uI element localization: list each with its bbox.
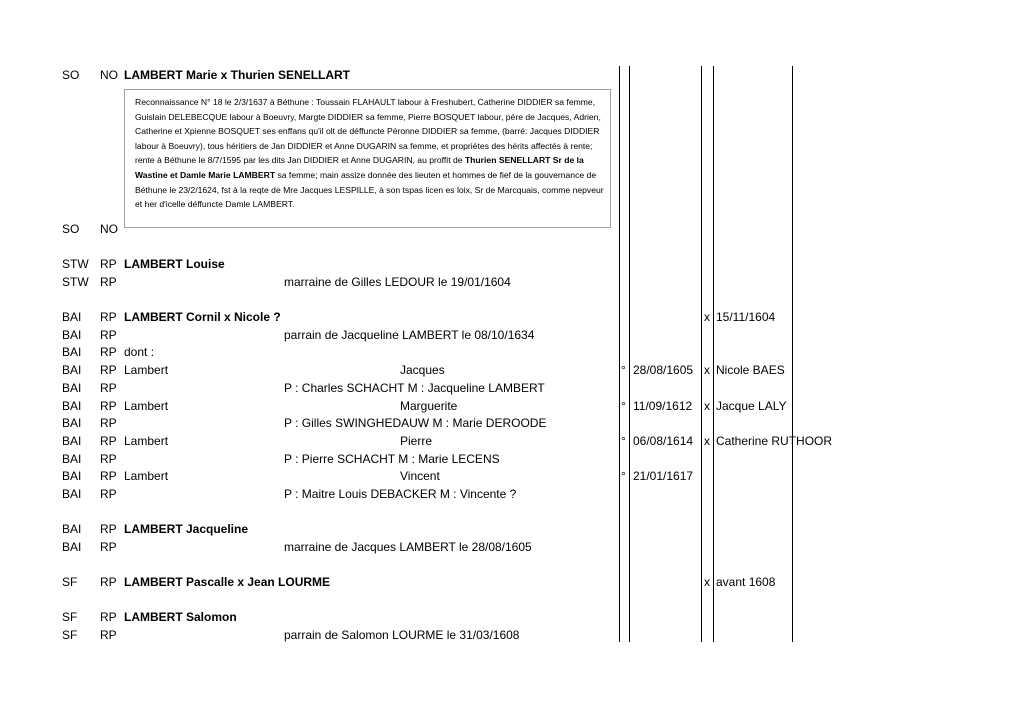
region-code: SO xyxy=(62,68,80,82)
marriage-info: Jacque LALY xyxy=(716,399,787,413)
source-code: RP xyxy=(100,399,117,413)
person-name: Lambert xyxy=(124,399,169,413)
birth-date: 11/09/1612 xyxy=(633,399,693,413)
note-text: Reconnaissance N° 18 le 2/3/1637 à Béthune : Toussain FLAHAULT labour à Freshubert, Catherine DIDDIER sa femme, Guislain DELEBECQUE labour à Boeuvry, Margte DIDDIER sa femme, Pierre BOSQUET labour, pére de Jacques, Adrien, Catherine et Xpienne BOSQUET ses enffans qu'il olt de déffuncte Péronne DIDDIER sa femme, (barré: Jacques DIDDIER labour à Boeuvry), tous héritiers de Jan DIDDIER et Anne DUGARIN sa femme, et propriétes des hérits affectés à rente; rente à Béthune le 8/7/1595 par les dits Jan DIDDIER et Anne DUGARIN, au proffit de Thurien SENELLART Sr de la Wastine et Damle Marie LAMBERT sa femme; main assize donnée des lieuten et hommes de fief de la gouvernance de Béthune le 23/2/1624, fst à la reqte de Mre Jacques LESPILLE, à son tspas licen es loix, Sr de Marcquais, comme nepveur et her d'icelle déffuncte Damle LAMBERT. xyxy=(135,97,604,210)
source-code: RP xyxy=(100,452,117,466)
region-code: STW xyxy=(62,257,89,271)
region-code: SF xyxy=(62,575,78,589)
birth-mark: ° xyxy=(621,363,626,377)
table-row xyxy=(0,273,1024,291)
region-code: BAI xyxy=(62,469,82,483)
source-code: RP xyxy=(100,345,117,359)
table-row xyxy=(0,326,1024,344)
source-code: RP xyxy=(100,522,117,536)
birth-date: 28/08/1605 xyxy=(633,363,694,377)
event-text: parrain de Salomon LOURME le 31/03/1608 xyxy=(284,628,520,642)
person-name: LAMBERT Salomon xyxy=(124,610,237,624)
source-code: RP xyxy=(100,487,117,501)
person-name: LAMBERT Cornil x Nicole ? xyxy=(124,310,281,324)
source-code: RP xyxy=(100,469,117,483)
region-code: BAI xyxy=(62,522,82,536)
child-name: Pierre xyxy=(400,434,433,448)
person-name: LAMBERT Jacqueline xyxy=(124,522,249,536)
source-code: RP xyxy=(100,257,117,271)
table-row xyxy=(0,432,1024,450)
marriage-mark: x xyxy=(704,399,710,413)
region-code: SF xyxy=(62,610,78,624)
table-row xyxy=(0,450,1024,468)
marriage-mark: x xyxy=(704,434,710,448)
person-name: LAMBERT Marie x Thurien SENELLART xyxy=(124,68,351,82)
region-code: SO xyxy=(62,222,80,236)
person-name: LAMBERT Louise xyxy=(124,257,225,271)
marriage-info: Catherine RUTHOOR xyxy=(716,434,833,448)
region-code: BAI xyxy=(62,487,82,501)
table-row xyxy=(0,573,1024,591)
region-code: BAI xyxy=(62,363,82,377)
marriage-mark: x xyxy=(704,363,710,377)
event-text: marraine de Jacques LAMBERT le 28/08/1605 xyxy=(284,540,532,554)
region-code: SF xyxy=(62,628,78,642)
region-code: BAI xyxy=(62,310,82,324)
region-code: STW xyxy=(62,275,89,289)
source-code: RP xyxy=(100,610,117,624)
person-name: Lambert xyxy=(124,469,169,483)
table-row xyxy=(0,520,1024,538)
marriage-info: Nicole BAES xyxy=(716,363,785,377)
event-text: P : Maitre Louis DEBACKER M : Vincente ? xyxy=(284,487,517,501)
table-row xyxy=(0,414,1024,432)
region-code: BAI xyxy=(62,416,82,430)
birth-date: 06/08/1614 xyxy=(633,434,694,448)
marriage-mark: x xyxy=(704,310,710,324)
event-text: P : Pierre SCHACHT M : Marie LECENS xyxy=(284,452,500,466)
table-row xyxy=(0,626,1024,644)
source-code: RP xyxy=(100,540,117,554)
marriage-mark: x xyxy=(704,575,710,589)
table-row xyxy=(0,397,1024,415)
event-text: P : Charles SCHACHT M : Jacqueline LAMBERT xyxy=(284,381,545,395)
person-name: LAMBERT Pascalle x Jean LOURME xyxy=(124,575,331,589)
event-text: parrain de Jacqueline LAMBERT le 08/10/1634 xyxy=(284,328,535,342)
source-code: RP xyxy=(100,275,117,289)
source-code: RP xyxy=(100,416,117,430)
region-code: BAI xyxy=(62,381,82,395)
reconnaissance-note xyxy=(124,89,611,228)
table-row xyxy=(0,485,1024,503)
region-code: BAI xyxy=(62,345,82,359)
source-code: RP xyxy=(100,328,117,342)
marriage-info: avant 1608 xyxy=(716,575,776,589)
source-code: RP xyxy=(100,628,117,642)
table-row xyxy=(0,538,1024,556)
source-code: RP xyxy=(100,434,117,448)
table-row xyxy=(0,308,1024,326)
event-text: P : Gilles SWINGHEDAUW M : Marie DEROODE xyxy=(284,416,547,430)
source-code: NO xyxy=(100,68,118,82)
birth-date: 21/01/1617 xyxy=(633,469,694,483)
table-row xyxy=(0,467,1024,485)
event-text: marraine de Gilles LEDOUR le 19/01/1604 xyxy=(284,275,511,289)
region-code: BAI xyxy=(62,452,82,466)
birth-mark: ° xyxy=(621,434,626,448)
birth-mark: ° xyxy=(621,399,626,413)
source-code: RP xyxy=(100,575,117,589)
person-name: Lambert xyxy=(124,363,169,377)
source-code: RP xyxy=(100,381,117,395)
table-row xyxy=(0,66,1024,84)
person-name: dont : xyxy=(124,345,155,359)
person-name: Lambert xyxy=(124,434,169,448)
table-row xyxy=(0,379,1024,397)
table-row xyxy=(0,608,1024,626)
source-code: RP xyxy=(100,363,117,377)
region-code: BAI xyxy=(62,328,82,342)
child-name: Marguerite xyxy=(400,399,458,413)
child-name: Jacques xyxy=(400,363,445,377)
source-code: RP xyxy=(100,310,117,324)
region-code: BAI xyxy=(62,399,82,413)
note-highlight: Thurien SENELLART Sr de la Wastine et Damle Marie LAMBERT xyxy=(135,155,584,180)
child-name: Vincent xyxy=(400,469,440,483)
marriage-info: 15/11/1604 xyxy=(716,310,776,324)
table-row xyxy=(0,361,1024,379)
region-code: BAI xyxy=(62,434,82,448)
source-code: NO xyxy=(100,222,118,236)
table-row xyxy=(0,255,1024,273)
table-row xyxy=(0,343,1024,361)
birth-mark: ° xyxy=(621,469,626,483)
region-code: BAI xyxy=(62,540,82,554)
